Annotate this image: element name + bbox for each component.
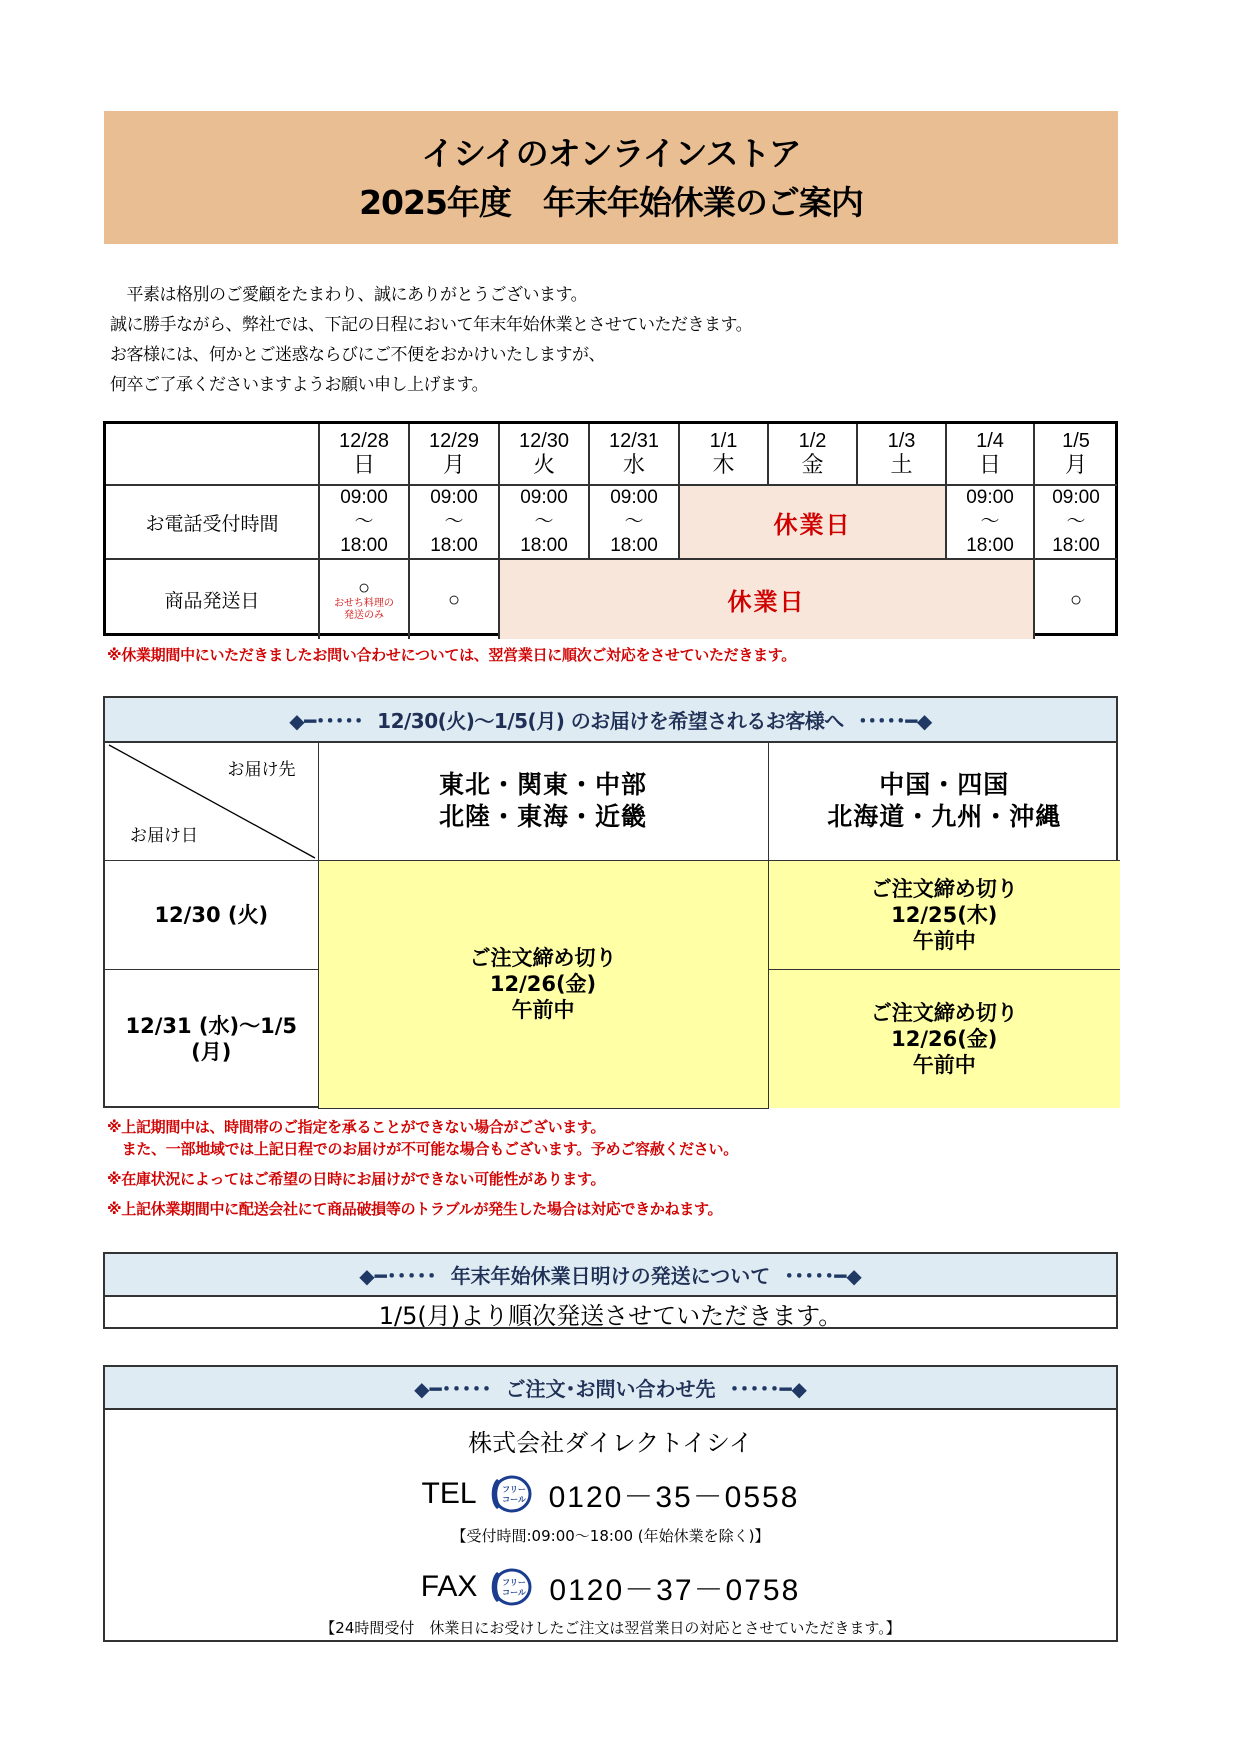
hours-cell bbox=[946, 485, 1034, 559]
phone-hours-row bbox=[106, 485, 1117, 559]
intro-line: 平素は格別のご愛顧をたまわり、誠にありがとうございます。 bbox=[110, 285, 588, 305]
contact-header bbox=[105, 1367, 1116, 1410]
region-a bbox=[318, 743, 768, 860]
tilde: ～ bbox=[444, 511, 464, 532]
contact-section bbox=[103, 1365, 1118, 1642]
close-time: 18:00 bbox=[966, 535, 1014, 556]
region-b-line: 中国・四国 bbox=[879, 770, 1010, 800]
day-date: 12/28 bbox=[338, 430, 390, 452]
corner-cell bbox=[106, 424, 319, 485]
fax-number[interactable]: 0120－37－0758 bbox=[549, 1574, 801, 1607]
day-cell bbox=[589, 424, 679, 485]
hours-cell bbox=[1034, 485, 1117, 559]
destination-label: お届け先 bbox=[227, 760, 296, 780]
hours-cell bbox=[499, 485, 589, 559]
tilde: ～ bbox=[624, 511, 644, 532]
deadline-time: 午前中 bbox=[912, 1052, 976, 1077]
phone-hours-label: お電話受付時間 bbox=[106, 485, 319, 559]
day-of-week: 木 bbox=[712, 453, 735, 478]
day-of-week: 日 bbox=[978, 453, 1001, 478]
tel-row bbox=[105, 1472, 1116, 1516]
delivery-row-1230 bbox=[105, 860, 1120, 969]
intro-text bbox=[110, 280, 752, 400]
shipping-closed-cell: 休業日 bbox=[499, 559, 1034, 639]
day-of-week: 金 bbox=[801, 453, 824, 478]
tilde: ～ bbox=[534, 511, 554, 532]
day-date: 1/1 bbox=[709, 430, 738, 452]
delivery-note: ※上記期間中は、時間帯のご指定を承ることができない場合がございます。 bbox=[107, 1118, 606, 1136]
delivery-note: ※在庫状況によってはご希望の日時にお届けができない可能性があります。 bbox=[107, 1170, 606, 1188]
intro-line: お客様には、何かとご迷惑ならびにご不便をおかけいたしますが、 bbox=[110, 345, 605, 365]
day-of-week: 土 bbox=[890, 453, 913, 478]
company-name: 株式会社ダイレクトイシイ bbox=[468, 1429, 753, 1457]
close-time: 18:00 bbox=[1052, 535, 1100, 556]
available-mark: ○ bbox=[447, 588, 461, 611]
region-b-line: 北海道・九州・沖縄 bbox=[827, 802, 1062, 832]
row-date-line: 12/31 (水)～1/5 bbox=[125, 1013, 298, 1038]
osechi-note: 発送のみ bbox=[344, 609, 384, 621]
region-header-row bbox=[105, 743, 1120, 860]
delivery-date-label: お届け日 bbox=[130, 825, 198, 846]
deadline-date: 12/26(金) bbox=[489, 972, 597, 996]
day-cell bbox=[409, 424, 499, 485]
close-time: 18:00 bbox=[340, 535, 388, 556]
deadline-label: ご注文締め切り bbox=[870, 1000, 1018, 1025]
day-of-week: 水 bbox=[622, 453, 645, 478]
row-date: 12/30 (火) bbox=[105, 860, 318, 969]
day-date: 1/3 bbox=[887, 430, 916, 452]
free-dial-icon bbox=[487, 1568, 533, 1606]
phone-closed-cell: 休業日 bbox=[679, 485, 946, 559]
delivery-header bbox=[105, 698, 1116, 743]
open-time: 09:00 bbox=[430, 487, 478, 508]
tilde: ～ bbox=[1066, 511, 1086, 532]
hours-cell bbox=[589, 485, 679, 559]
osechi-note: おせち料理の bbox=[334, 597, 394, 609]
shipping-body: 1/5(月)より順次発送させていただきます。 bbox=[378, 1301, 843, 1330]
deadline-time: 午前中 bbox=[511, 998, 575, 1022]
free-dial-text: フリー bbox=[501, 1485, 526, 1494]
corner-diagonal-cell bbox=[105, 743, 318, 860]
row-date-line: (月) bbox=[191, 1039, 232, 1064]
deadline-date: 12/25(木) bbox=[891, 902, 998, 927]
close-time: 18:00 bbox=[430, 535, 478, 556]
store-title: イシイのオンラインストア bbox=[421, 133, 801, 173]
tilde: ～ bbox=[980, 511, 1000, 532]
tel-hours: 【受付時間:09:00～18:00 (年始休業を除く)】 bbox=[451, 1527, 770, 1545]
delivery-table bbox=[103, 696, 1118, 1108]
close-time: 18:00 bbox=[610, 535, 658, 556]
deadline-label: ご注文締め切り bbox=[870, 876, 1018, 901]
intro-line: 何卒ご了承くださいますようお願い申し上げます。 bbox=[110, 375, 489, 395]
diamond-deco-right: ･････━◆ bbox=[857, 709, 932, 733]
open-time: 09:00 bbox=[610, 487, 658, 508]
schedule-table bbox=[103, 421, 1118, 636]
fax-row bbox=[105, 1565, 1116, 1609]
row-date bbox=[105, 969, 318, 1108]
deadline-date: 12/26(金) bbox=[891, 1026, 998, 1051]
shipping-header bbox=[105, 1254, 1116, 1297]
shipping-header-text: 年末年始休業日明けの発送について bbox=[450, 1264, 771, 1288]
region-a-line: 東北・関東・中部 bbox=[438, 770, 647, 800]
delivery-note: ※上記休業期間中に配送会社にて商品破損等のトラブルが発生した場合は対応できかねます。 bbox=[107, 1200, 723, 1218]
day-cell bbox=[768, 424, 857, 485]
free-dial-text: コール bbox=[501, 1495, 526, 1504]
day-cell bbox=[946, 424, 1034, 485]
free-dial-text: コール bbox=[502, 1588, 527, 1597]
hours-cell bbox=[409, 485, 499, 559]
tel-number[interactable]: 0120－35－0558 bbox=[548, 1481, 800, 1514]
open-time: 09:00 bbox=[340, 487, 388, 508]
intro-line: 誠に勝手ながら、弊社では、下記の日程において年末年始休業とさせていただきます。 bbox=[110, 315, 753, 335]
shipping-day-row bbox=[106, 559, 1117, 639]
deadline-time: 午前中 bbox=[912, 928, 976, 953]
notice-title: 2025年度 年末年始休業のご案内 bbox=[359, 182, 863, 222]
shipping-day-label: 商品発送日 bbox=[106, 559, 319, 639]
day-of-week: 月 bbox=[1064, 453, 1087, 478]
date-header-row bbox=[106, 424, 1117, 485]
day-date: 12/29 bbox=[428, 430, 480, 452]
diamond-deco-left: ◆━･････ bbox=[414, 1377, 492, 1401]
tel-label: TEL bbox=[421, 1477, 477, 1510]
day-date: 12/31 bbox=[608, 430, 660, 452]
ship-cell bbox=[409, 559, 499, 639]
day-cell bbox=[1034, 424, 1117, 485]
delivery-notes bbox=[107, 1116, 738, 1220]
deadline-region-b-row2 bbox=[768, 969, 1120, 1108]
deadline-region-a bbox=[318, 860, 768, 1108]
diamond-deco-right: ･････━◆ bbox=[784, 1264, 862, 1288]
day-date: 12/30 bbox=[518, 430, 570, 452]
deadline-label: ご注文締め切り bbox=[469, 946, 617, 970]
fax-note: 【24時間受付 休業日にお受けしたご注文は翌営業日の対応とさせていただきます。】 bbox=[320, 1619, 901, 1637]
inquiry-note: ※休業期間中にいただきましたお問い合わせについては、翌営業日に順次ご対応をさせていただきます。 bbox=[107, 646, 796, 664]
title-banner bbox=[104, 111, 1118, 244]
contact-header-text: ご注文･お問い合わせ先 bbox=[505, 1377, 716, 1401]
open-time: 09:00 bbox=[1052, 487, 1100, 508]
ship-cell bbox=[319, 559, 409, 639]
day-cell bbox=[319, 424, 409, 485]
delivery-note: また、一部地域では上記日程でのお届けが不可能な場合もございます。予めご容赦ください。 bbox=[107, 1140, 738, 1158]
day-cell bbox=[499, 424, 589, 485]
open-time: 09:00 bbox=[520, 487, 568, 508]
diamond-deco-left: ◆━･････ bbox=[289, 709, 364, 733]
tilde: ～ bbox=[354, 511, 374, 532]
day-date: 1/4 bbox=[976, 430, 1004, 452]
deadline-region-b-row1 bbox=[768, 860, 1120, 969]
fax-label: FAX bbox=[420, 1570, 478, 1603]
close-time: 18:00 bbox=[520, 535, 568, 556]
available-mark: ○ bbox=[1069, 588, 1083, 611]
open-time: 09:00 bbox=[966, 487, 1014, 508]
day-of-week: 火 bbox=[532, 453, 555, 478]
day-date: 1/5 bbox=[1062, 430, 1090, 452]
day-of-week: 日 bbox=[352, 453, 375, 478]
day-cell bbox=[857, 424, 946, 485]
day-of-week: 月 bbox=[442, 453, 465, 478]
region-b bbox=[768, 743, 1120, 860]
diamond-deco-left: ◆━･････ bbox=[359, 1264, 437, 1288]
day-cell bbox=[679, 424, 768, 485]
ship-cell bbox=[1034, 559, 1117, 639]
day-date: 1/2 bbox=[798, 430, 827, 452]
free-dial-icon bbox=[487, 1475, 533, 1513]
region-a-line: 北陸・東海・近畿 bbox=[438, 802, 647, 832]
available-mark: ○ bbox=[357, 576, 371, 599]
hours-cell bbox=[319, 485, 409, 559]
diamond-deco-right: ･････━◆ bbox=[729, 1377, 807, 1401]
shipping-section bbox=[103, 1252, 1118, 1329]
delivery-header-text: 12/30(火)～1/5(月) のお届けを希望されるお客様へ bbox=[377, 709, 844, 733]
free-dial-text: フリー bbox=[502, 1578, 527, 1587]
